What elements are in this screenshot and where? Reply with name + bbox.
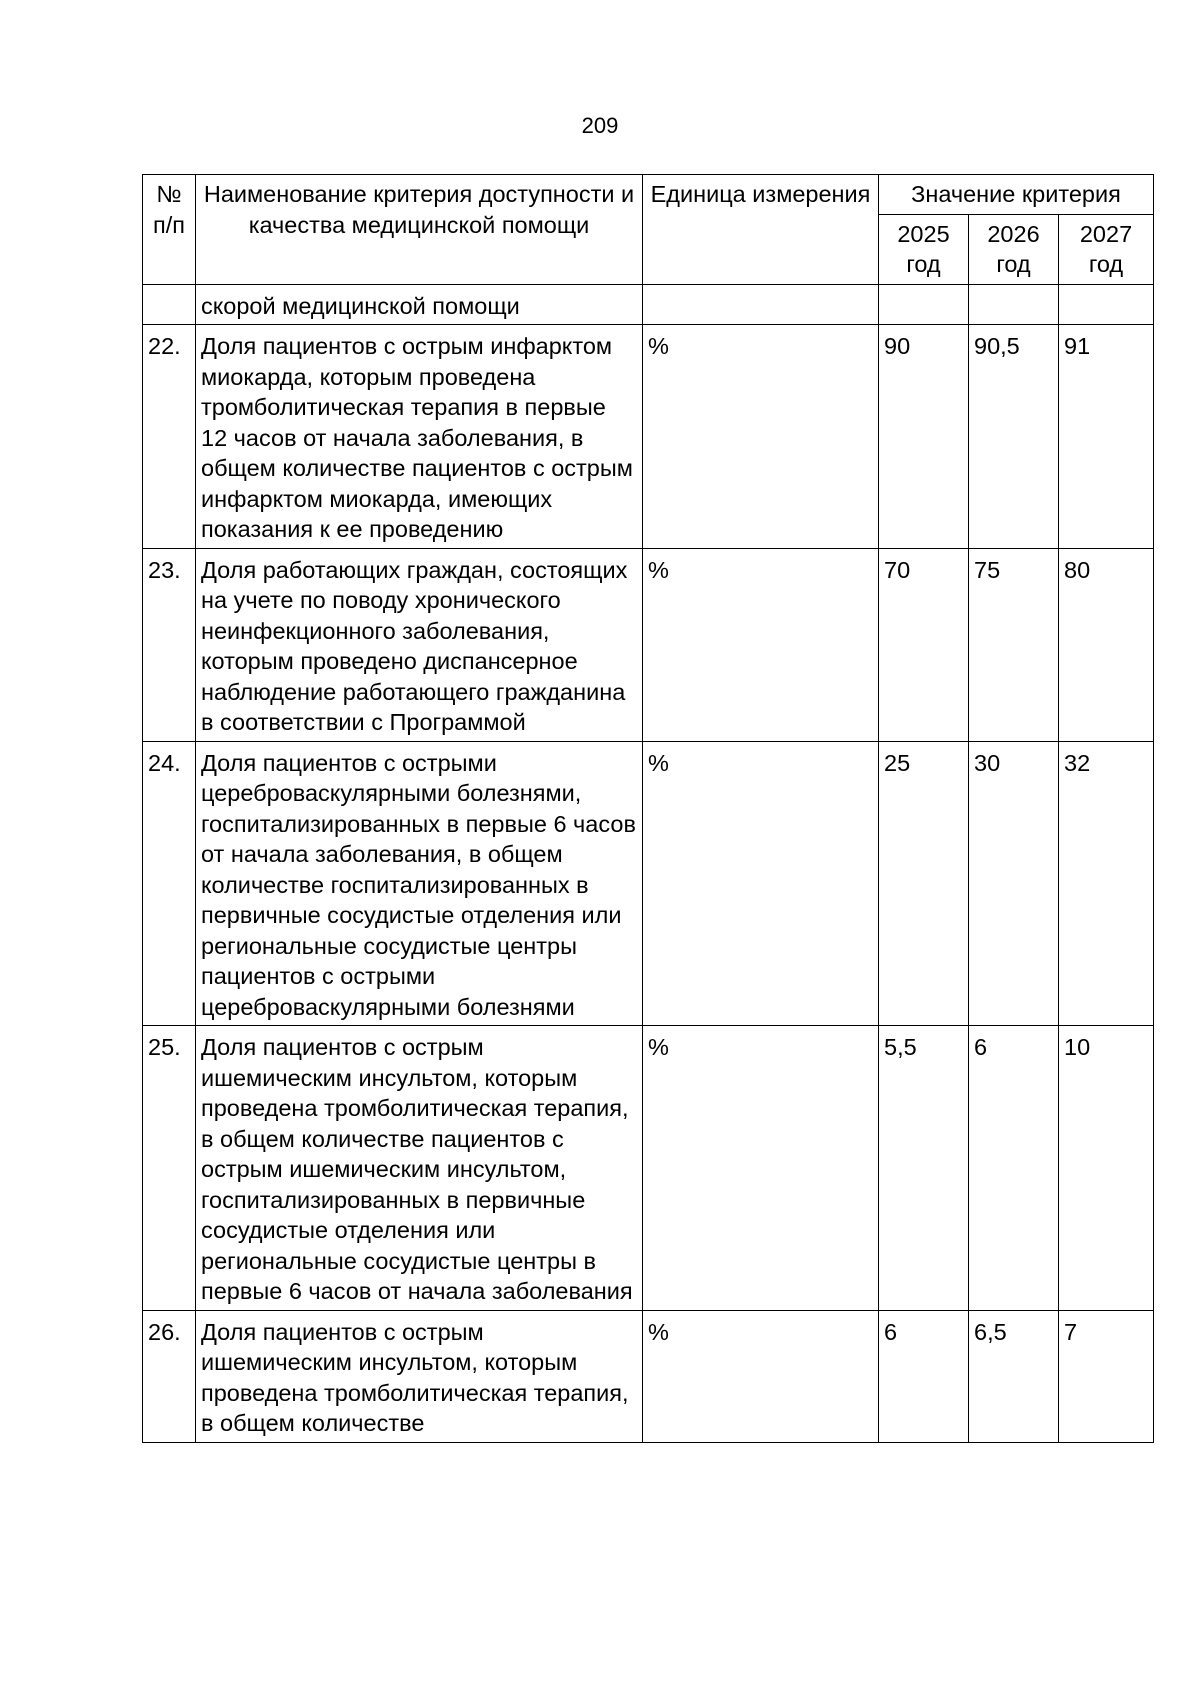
row-value-2027: 80 xyxy=(1059,548,1154,741)
criteria-table xyxy=(142,174,1154,1443)
table-row-continuation xyxy=(143,284,1154,325)
table-row xyxy=(143,1310,1154,1442)
row-value-2026: 6,5 xyxy=(969,1310,1059,1442)
header-year-2026: 2026 год xyxy=(969,214,1059,284)
row-unit: % xyxy=(643,741,879,1026)
row-value-2027 xyxy=(1059,284,1154,325)
header-year-2025: 2025 год xyxy=(879,214,969,284)
row-num xyxy=(143,284,196,325)
header-row xyxy=(143,175,1154,215)
row-value-2027: 91 xyxy=(1059,325,1154,549)
row-value-2025: 70 xyxy=(879,548,969,741)
header-year-2027: 2027 год xyxy=(1059,214,1154,284)
row-value-2025: 25 xyxy=(879,741,969,1026)
row-num: 22. xyxy=(143,325,196,549)
row-name: Доля работающих граждан, состоящих на учете по поводу хронического неинфекционного заболевания, которым проведено диспансерное наблюдение работающего гражданина в соответствии с Программой xyxy=(196,548,643,741)
header-name: Наименование критерия доступности и качества медицинской помощи xyxy=(196,175,643,285)
row-unit: % xyxy=(643,325,879,549)
header-value-group: Значение критерия xyxy=(879,175,1154,215)
row-num: 23. xyxy=(143,548,196,741)
header-unit: Единица измерения xyxy=(643,175,879,285)
row-value-2025: 6 xyxy=(879,1310,969,1442)
header-num: № п/п xyxy=(143,175,196,285)
row-name: Доля пациентов с острым ишемическим инсультом, которым проведена тромболитическая терапия, в общем количестве пациентов с острым ишемическим инсультом, госпитализированных в первичные сосудистые отделения или региональные сосудистые центры в первые 6 часов от начала заболевания xyxy=(196,1026,643,1311)
row-value-2026: 30 xyxy=(969,741,1059,1026)
table-row xyxy=(143,1026,1154,1311)
table-row xyxy=(143,325,1154,549)
row-name: Доля пациентов с острым ишемическим инсультом, которым проведена тромболитическая терапия, в общем количестве xyxy=(196,1310,643,1442)
row-value-2027: 32 xyxy=(1059,741,1154,1026)
row-value-2025: 5,5 xyxy=(879,1026,969,1311)
row-name: Доля пациентов с острыми цереброваскулярными болезнями, госпитализированных в первые 6 часов от начала заболевания, в общем количестве госпитализированных в первичные сосудистые отделения или региональные сосудистые центры пациентов с острыми цереброваскулярными болезнями xyxy=(196,741,643,1026)
row-name: скорой медицинской помощи xyxy=(196,284,643,325)
table-row xyxy=(143,741,1154,1026)
row-num: 25. xyxy=(143,1026,196,1311)
row-value-2027: 10 xyxy=(1059,1026,1154,1311)
row-unit: % xyxy=(643,1310,879,1442)
row-value-2026 xyxy=(969,284,1059,325)
table-row xyxy=(143,548,1154,741)
row-value-2026: 75 xyxy=(969,548,1059,741)
row-num: 26. xyxy=(143,1310,196,1442)
row-value-2025: 90 xyxy=(879,325,969,549)
row-value-2025 xyxy=(879,284,969,325)
row-name: Доля пациентов с острым инфарктом миокарда, которым проведена тромболитическая терапия в первые 12 часов от начала заболевания, в общем количестве пациентов с острым инфарктом миокарда, имеющих показания к ее проведению xyxy=(196,325,643,549)
row-unit xyxy=(643,284,879,325)
row-num: 24. xyxy=(143,741,196,1026)
row-value-2026: 6 xyxy=(969,1026,1059,1311)
row-value-2027: 7 xyxy=(1059,1310,1154,1442)
page-number: 209 xyxy=(581,113,619,138)
row-value-2026: 90,5 xyxy=(969,325,1059,549)
row-unit: % xyxy=(643,1026,879,1311)
row-unit: % xyxy=(643,548,879,741)
